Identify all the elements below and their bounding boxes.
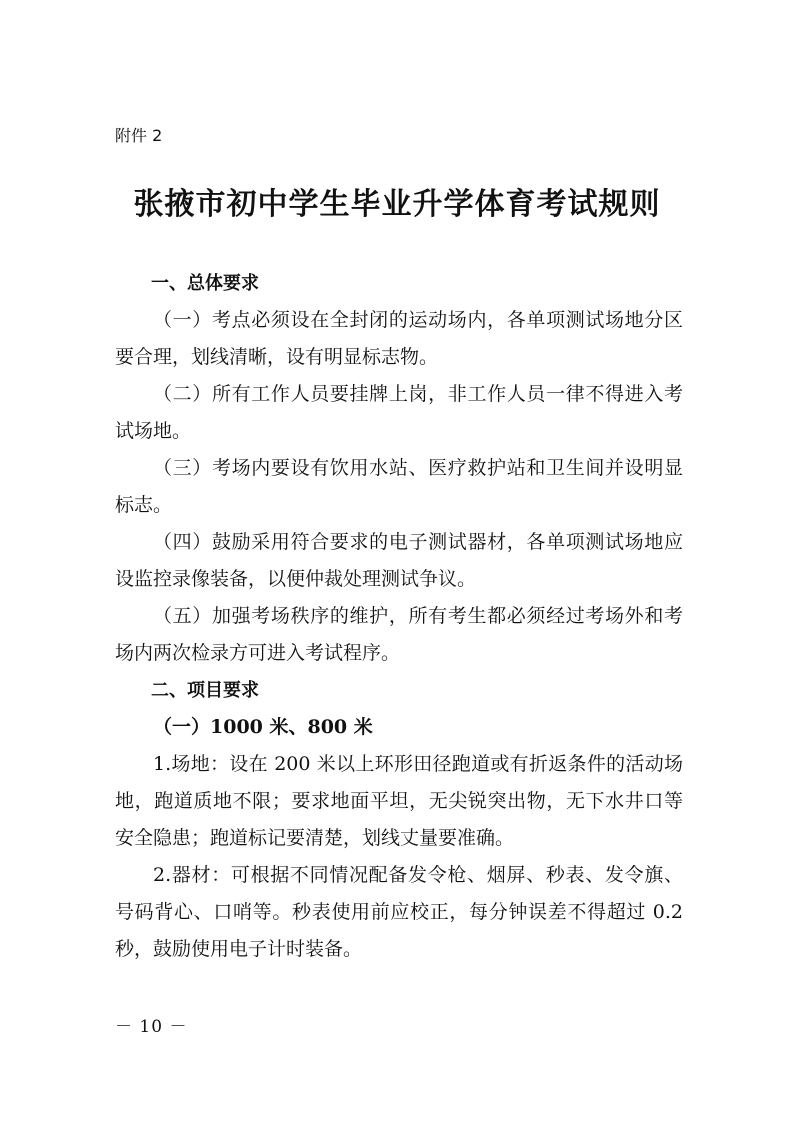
subsection-heading: （一）1000 米、800 米 <box>153 716 373 738</box>
paragraph: （二）所有工作人员要挂牌上岗，非工作人员一律不得进入考试场地。 <box>115 383 683 442</box>
attachment-label: 附件 2 <box>115 126 163 145</box>
section-heading: 二、项目要求 <box>151 680 259 701</box>
paragraph: （四）鼓励采用符合要求的电子测试器材，各单项测试场地应设监控录像装备，以便仲裁处理测试争议。 <box>115 531 683 590</box>
paragraph: 2.器材：可根据不同情况配备发令枪、烟屏、秒表、发令旗、号码背心、口哨等。秒表使用前应校正，每分钟误差不得超过 0.2 秒，鼓励使用电子计时装备。 <box>115 864 683 960</box>
section-heading: 一、总体要求 <box>151 273 259 294</box>
document-body <box>115 265 683 968</box>
paragraph: （五）加强考场秩序的维护，所有考生都必须经过考场外和考场内两次检录方可进入考试程序。 <box>115 605 683 664</box>
page-number: － 10 － <box>115 1017 188 1037</box>
paragraph: （三）考场内要设有饮用水站、医疗救护站和卫生间并设明显标志。 <box>115 457 683 516</box>
paragraph: （一）考点必须设在全封闭的运动场内，各单项测试场地分区要合理，划线清晰，设有明显标志物。 <box>115 309 683 368</box>
document-title: 张掖市初中学生毕业升学体育考试规则 <box>133 187 661 222</box>
paragraph: 1.场地：设在 200 米以上环形田径跑道或有折返条件的活动场地，跑道质地不限；要求地面平坦，无尖锐突出物，无下水井口等安全隐患；跑道标记要清楚，划线丈量要准确。 <box>115 753 683 849</box>
